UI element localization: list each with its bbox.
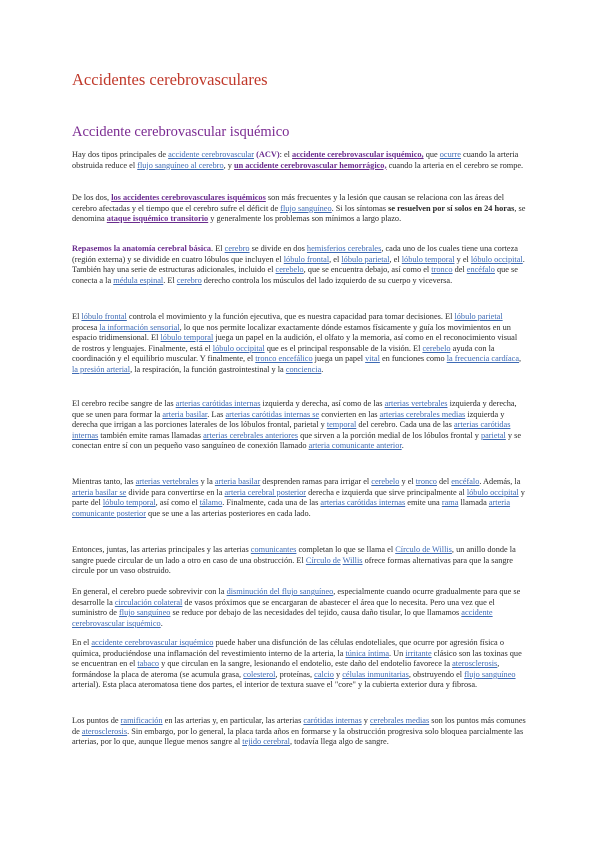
link-vital[interactable]: vital: [365, 354, 380, 364]
link-celulas-inmunitarias[interactable]: células inmunitarias: [342, 669, 409, 679]
link-calcio[interactable]: calcio: [314, 669, 334, 679]
link-parietal[interactable]: parietal: [480, 430, 506, 440]
link-lobulo-temporal-2[interactable]: lóbulo temporal: [160, 333, 214, 343]
paragraph-2: De los dos, los accidentes cerebrovasculares isquémicos son más frecuentes y la lesión que causan se relaciona con las áreas del cerebro afectadas y el tiempo que el cerebro sufre el déficit de flujo sanguíneo. Si los síntomas se resuelven por sí solos en 24 horas, se denomina ataque isquémico transitorio y generalmente los problemas son mínimos a largo plazo.: [72, 193, 526, 224]
link-cerebelo-3[interactable]: cerebelo: [371, 477, 400, 486]
link-arterias-carotidas-internas-2[interactable]: arterias carótidas internas se: [225, 409, 320, 419]
link-arterias-vertebrales[interactable]: arterias vertebrales: [384, 399, 448, 408]
link-arterias-cerebrales-anteriores[interactable]: arterias cerebrales anteriores: [203, 430, 298, 440]
link-arterias-carotidas-internas-3[interactable]: arterias carótidas internas: [72, 420, 511, 440]
link-lobulo-parietal-2[interactable]: lóbulo parietal: [454, 312, 503, 321]
paragraph-4: El lóbulo frontal controla el movimiento y la función ejecutiva, que es nuestra capacidad para tomar decisiones. El lóbulo parietal procesa la información sensorial, lo que nos permite localizar exactamente dónde estamos físicamente y guía los movimientos en un espacio tridimensional. El lóbulo temporal juega un papel en la audición, el olfato y la memoria, así como en el reconocimiento visual de rostros y lenguajes. Finalmente, está el lóbulo occipital que es el principal responsable de la visión. El cerebelo ayuda con la coordinación y el equilibrio muscular. Y finalmente, el tronco encefálico juega un papel vital en funciones como la frecuencia cardíaca, la presión arterial, la respiración, la función gastrointestinal y la conciencia.: [72, 312, 522, 374]
link-cerebelo-2[interactable]: cerebelo: [422, 343, 451, 353]
link-acv-isquemicos[interactable]: los accidentes cerebrovasculares isquémicos: [111, 193, 266, 202]
link-acv-isquemico[interactable]: accidente cerebrovascular isquémico,: [292, 150, 424, 159]
link-encefalo-2[interactable]: encéfalo: [451, 477, 480, 486]
link-arteria-comunicante-anterior[interactable]: arteria comunicante anterior: [308, 441, 402, 451]
link-cerebelo[interactable]: cerebelo: [275, 265, 304, 275]
link-lobulo-temporal-3[interactable]: lóbulo temporal: [102, 498, 156, 508]
paragraph-7: Entonces, juntas, las arterias principales y las arterias comunicantes completan lo que se llama el Círculo de Willis, un anillo donde la sangre puede circular de un lado a otro en caso de una obstrucción. El Círculo de Willis ofrece formas alternativas para que la sangre circule por un vaso obstruido.: [72, 545, 516, 576]
link-flujo-sanguineo[interactable]: flujo sanguíneo al cerebro: [137, 160, 224, 170]
link-lobulo-frontal[interactable]: lóbulo frontal: [283, 254, 330, 264]
link-circulacion-colateral[interactable]: circulación colateral: [114, 597, 183, 607]
link-aterosclerosis[interactable]: aterosclerosis: [452, 659, 498, 669]
link-arteria-comunicante-posterior[interactable]: arteria comunicante posterior: [72, 498, 511, 518]
section-heading: Accidente cerebrovascular isquémico: [72, 124, 290, 140]
link-encefalo[interactable]: encéfalo: [466, 265, 495, 275]
link-lobulo-occipital-3[interactable]: lóbulo occipital: [466, 487, 519, 497]
link-flujo-sanguineo-4[interactable]: flujo sanguíneo: [464, 669, 516, 679]
link-comunicantes[interactable]: comunicantes: [250, 545, 297, 554]
link-ocurre[interactable]: ocurre: [439, 150, 461, 159]
link-tronco-encefalico[interactable]: tronco encefálico: [255, 354, 313, 364]
link-presion-arterial[interactable]: la presión arterial: [72, 364, 131, 374]
link-arterias-carotidas-internas[interactable]: arterias carótidas internas: [175, 399, 261, 408]
link-arterias-carotidas-internas-4[interactable]: arterias carótidas internas: [320, 498, 406, 508]
link-lobulo-frontal-2[interactable]: lóbulo frontal: [81, 312, 127, 321]
link-informacion-sensorial[interactable]: la información sensorial: [99, 322, 180, 332]
link-circulo-de-willis-2[interactable]: Círculo de: [305, 555, 341, 565]
link-acv-isquemico-3[interactable]: accidente cerebrovascular isquémico: [91, 638, 214, 647]
link-arteria-cerebral-posterior[interactable]: arteria cerebral posterior: [224, 487, 307, 497]
page-title: Accidentes cerebrovasculares: [72, 70, 268, 89]
paragraph-3: Repasemos la anatomía cerebral básica. El cerebro se divide en dos hemisferios cerebrales, cada uno de los cuales tiene una corteza (región externa) y se dividide en cuatro lóbulos que incluyen el lóbulo frontal, el lóbulo parietal, el lóbulo temporal y el lóbulo occipital. También hay una serie de estructuras adicionales, incluido el cerebelo, que se encuentra debajo, así como el tronco del encéfalo que se conecta a la médula espinal. El cerebro derecho controla los músculos del lado izquierdo de su cuerpo y viceversa.: [72, 244, 525, 285]
link-acv-isquemico-2[interactable]: accidente cerebrovascular isquémico: [72, 608, 493, 628]
link-arteria-basilar-2[interactable]: arteria basilar: [214, 477, 261, 486]
link-irritante[interactable]: irritante: [405, 648, 432, 658]
link-cerebro[interactable]: cerebro: [224, 244, 250, 253]
paragraph-8: En general, el cerebro puede sobrevivir con la disminución del flujo sanguíneo, especialmente cuando ocurre gradualmente para que se desarrolle la circulación colateral de vasos próximos que se encargaran de abastecer el área que lo necesita. Pero una vez que el suministro de flujo sanguíneo se reduce por debajo de las necesidades del tejido, causa daño tisular, lo que llamamos accidente cerebrovascular isquémico.: [72, 587, 521, 628]
link-colesterol[interactable]: colesterol: [243, 669, 276, 679]
link-tunica-intima[interactable]: túnica íntima: [345, 648, 390, 658]
link-rama[interactable]: rama: [441, 498, 459, 508]
link-tejido-cerebral[interactable]: tejido cerebral: [242, 737, 290, 747]
link-talamo[interactable]: tálamo: [199, 498, 223, 508]
link-flujo-sanguineo-3[interactable]: flujo sanguíneo: [119, 608, 171, 618]
link-flujo-sanguineo-2[interactable]: flujo sanguíneo: [280, 203, 332, 213]
link-tronco-2[interactable]: tronco: [415, 477, 437, 486]
link-medula-espinal[interactable]: médula espinal: [113, 275, 164, 285]
link-lobulo-temporal[interactable]: lóbulo temporal: [401, 254, 455, 264]
link-lobulo-parietal[interactable]: lóbulo parietal: [341, 254, 390, 264]
link-cerebrales-medias[interactable]: cerebrales medias: [369, 716, 430, 725]
link-cerebro-2[interactable]: cerebro: [176, 275, 202, 285]
link-arterias-carotidas-internas-5[interactable]: carótidas internas: [303, 716, 362, 725]
link-ataque-isquemico-transitorio[interactable]: ataque isquémico transitorio: [106, 214, 209, 224]
link-temporal[interactable]: temporal: [326, 420, 357, 430]
link-arteria-basilar-3[interactable]: arteria basilar se: [72, 487, 127, 497]
link-accidente-cerebrovascular[interactable]: accidente cerebrovascular: [168, 150, 254, 159]
link-hemisferios[interactable]: hemisferios cerebrales: [306, 244, 382, 253]
link-arterias-cerebrales-medias[interactable]: arterias cerebrales medias: [379, 409, 466, 419]
link-aterosclerosis-2[interactable]: aterosclerosis: [81, 726, 128, 736]
link-willis[interactable]: Willis: [342, 555, 363, 565]
paragraph-1: Hay dos tipos principales de accidente cerebrovascular (ACV): el accidente cerebrovascular isquémico, que ocurre cuando la arteria obstruida reduce el flujo sanguíneo al cerebro, y un accidente cerebrovascular hemorrágico, cuando la arteria en el cerebro se rompe.: [72, 150, 524, 170]
link-conciencia[interactable]: conciencia: [285, 364, 322, 374]
paragraph-6: Mientras tanto, las arterias vertebrales y la arteria basilar desprenden ramas para irrigar el cerebelo y el tronco del encéfalo. Además, la arteria basilar se divide para convertirse en la arteria cerebral posterior derecha e izquierda que sirve principalmente al lóbulo occipital y parte del lóbulo temporal, así como el tálamo. Finalmente, cada una de las arterias carótidas internas emite una rama llamada arteria comunicante posterior que se une a las arterias posteriores en cada lado.: [72, 477, 525, 518]
link-lobulo-occipital-2[interactable]: lóbulo occipital: [212, 343, 265, 353]
link-arterias-vertebrales-2[interactable]: arterias vertebrales: [135, 477, 199, 486]
link-circulo-de-willis[interactable]: Círculo de Willis: [395, 545, 452, 554]
link-tabaco[interactable]: tabaco: [137, 659, 160, 669]
paragraph-9: En el accidente cerebrovascular isquémico puede haber una disfunción de las células endoteliales, que ocurre por agresión física o química, produciéndose una inflamación del revestimiento interno de la arteria, la túnica íntima. Un irritante clásico son las toxinas que se encuentran en el tabaco y que circulan en la sangre, lesionando el endotelio, este daño del endotelio favorece la aterosclerosis, formándose la placa de ateroma (se acumula grasa, colesterol, proteínas, calcio y células inmunitarias, obstruyendo el flujo sanguíneo arterial). Esta placa ateromatosa tiene dos partes, el interior de textura suave el "core" y la cubierta exterior dura y fibrosa.: [72, 638, 522, 690]
link-lobulo-occipital[interactable]: lóbulo occipital: [470, 254, 523, 264]
link-disminucion-flujo[interactable]: disminución del flujo sanguíneo: [226, 587, 334, 596]
link-frecuencia-cardiaca[interactable]: la frecuencia cardíaca: [446, 354, 520, 364]
link-acv-hemorragico[interactable]: un accidente cerebrovascular hemorrágico,: [233, 160, 387, 170]
paragraph-5: El cerebro recibe sangre de las arterias carótidas internas izquierda y derecha, así como de las arterias vertebrales izquierda y derecha, que se unen para formar la arteria basilar. Las arterias carótidas internas se convierten en las arterias cerebrales medias izquierda y derecha que irrigan a las porciones laterales de los lóbulos frontal, parietal y temporal del cerebro. Cada una de las arterias carótidas internas también emite ramas llamadas arterias cerebrales anteriores que sirven a la porción medial de los lóbulos frontal y parietal y se conectan entre sí con un pequeño vaso sanguíneo de conexión llamado arteria comunicante anterior.: [72, 399, 522, 451]
link-arteria-basilar[interactable]: arteria basilar: [162, 409, 208, 419]
paragraph-10: Los puntos de ramificación en las arterias y, en particular, las arterias carótidas internas y cerebrales medias son los puntos más comunes de aterosclerosis. Sin embargo, por lo general, la placa tarda años en formarse y la obstrucción progresiva solo bloquea parcialmente las arterias, por lo que, aunque llegue menos sangre al tejido cerebral, todavía llega algo de sangre.: [72, 716, 526, 747]
link-tronco[interactable]: tronco: [431, 265, 453, 275]
link-ramificacion[interactable]: ramificación: [120, 716, 163, 725]
